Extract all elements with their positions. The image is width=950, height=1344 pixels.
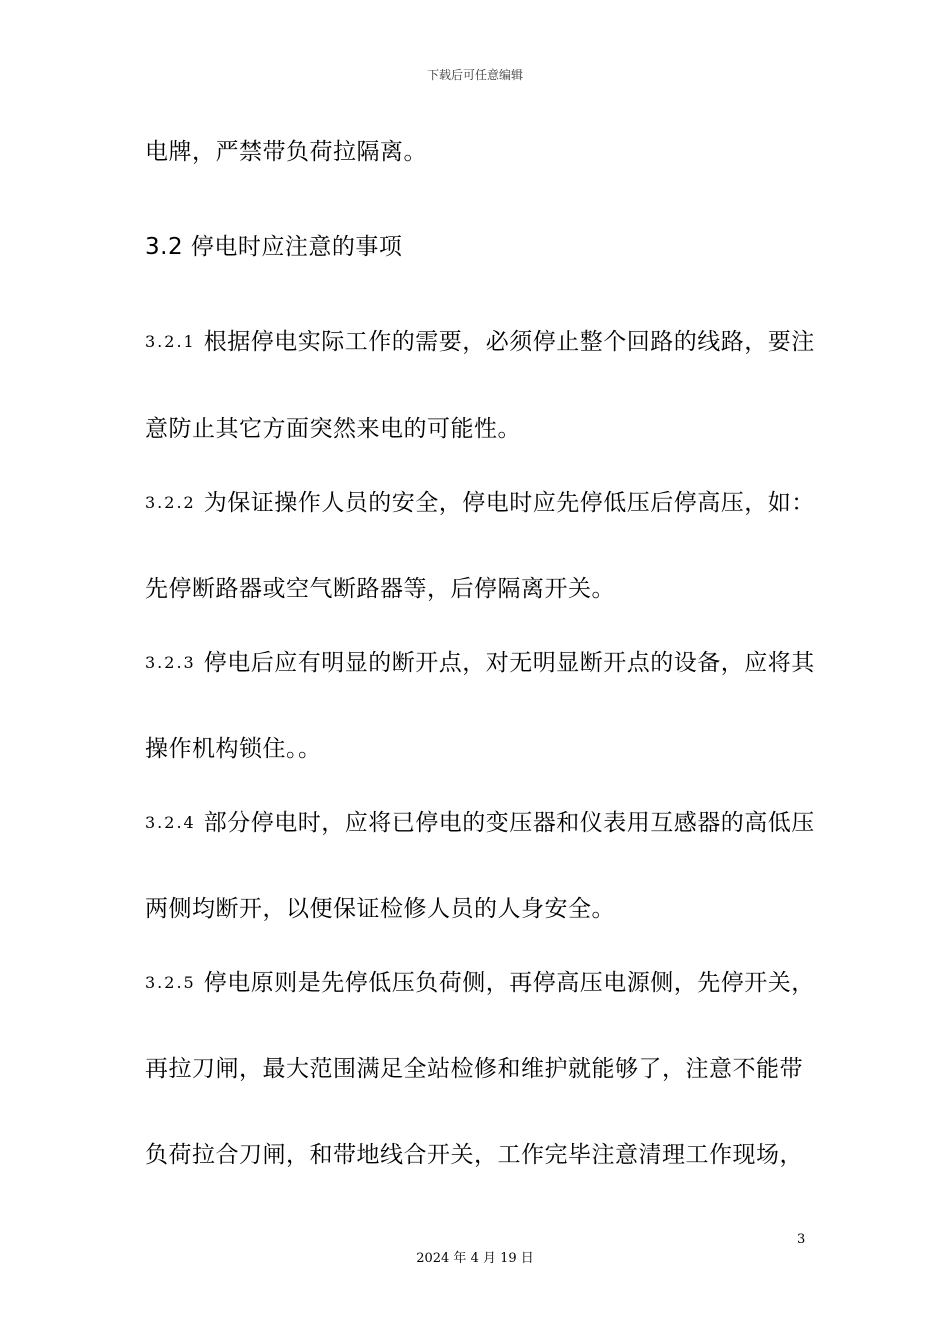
page-number: 3 — [797, 1232, 806, 1247]
item-text: 为保证操作人员的安全，停电时应先停低压后停高压，如： — [203, 490, 815, 516]
item-number: 3.2.3 — [145, 653, 196, 672]
paragraph-line: 操作机构锁住。。 — [145, 736, 322, 762]
item-number: 3.2.1 — [145, 332, 196, 351]
paragraph-line: 负荷拉合刀闸，和带地线合开关，工作完毕注意清理工作现场， — [145, 1142, 803, 1168]
paragraph-line: 先停断路器或空气断路器等，后停隔离开关。 — [145, 576, 615, 602]
list-item-3-2-3 — [145, 648, 815, 678]
paragraph-line: 意防止其它方面突然来电的可能性。 — [145, 416, 521, 442]
list-item-3-2-4 — [145, 808, 815, 838]
list-item-3-2-5 — [145, 968, 815, 998]
item-number: 3.2.5 — [145, 973, 196, 992]
paragraph-line: 电牌，严禁带负荷拉隔离。 — [145, 139, 427, 165]
item-text: 部分停电时，应将已停电的变压器和仪表用互感器的高低压 — [203, 810, 815, 836]
item-text: 停电原则是先停低压负荷侧，再停高压电源侧，先停开关， — [203, 970, 815, 996]
paragraph-line: 两侧均断开，以便保证检修人员的人身安全。 — [145, 896, 615, 922]
item-number: 3.2.2 — [145, 493, 196, 512]
paragraph-line: 再拉刀闸，最大范围满足全站检修和维护就能够了，注意不能带 — [145, 1056, 803, 1082]
item-text: 停电后应有明显的断开点，对无明显断开点的设备，应将其 — [203, 650, 815, 676]
list-item-3-2-1 — [145, 327, 815, 357]
page-header: 下载后可任意编辑 — [426, 68, 523, 82]
list-item-3-2-2 — [145, 488, 815, 518]
item-text: 根据停电实际工作的需要，必须停止整个回路的线路，要注 — [203, 329, 815, 355]
section-heading: 3.2 停电时应注意的事项 — [145, 234, 403, 260]
item-number: 3.2.4 — [145, 813, 196, 832]
footer-date: 2024 年 4 月 19 日 — [416, 1251, 534, 1266]
